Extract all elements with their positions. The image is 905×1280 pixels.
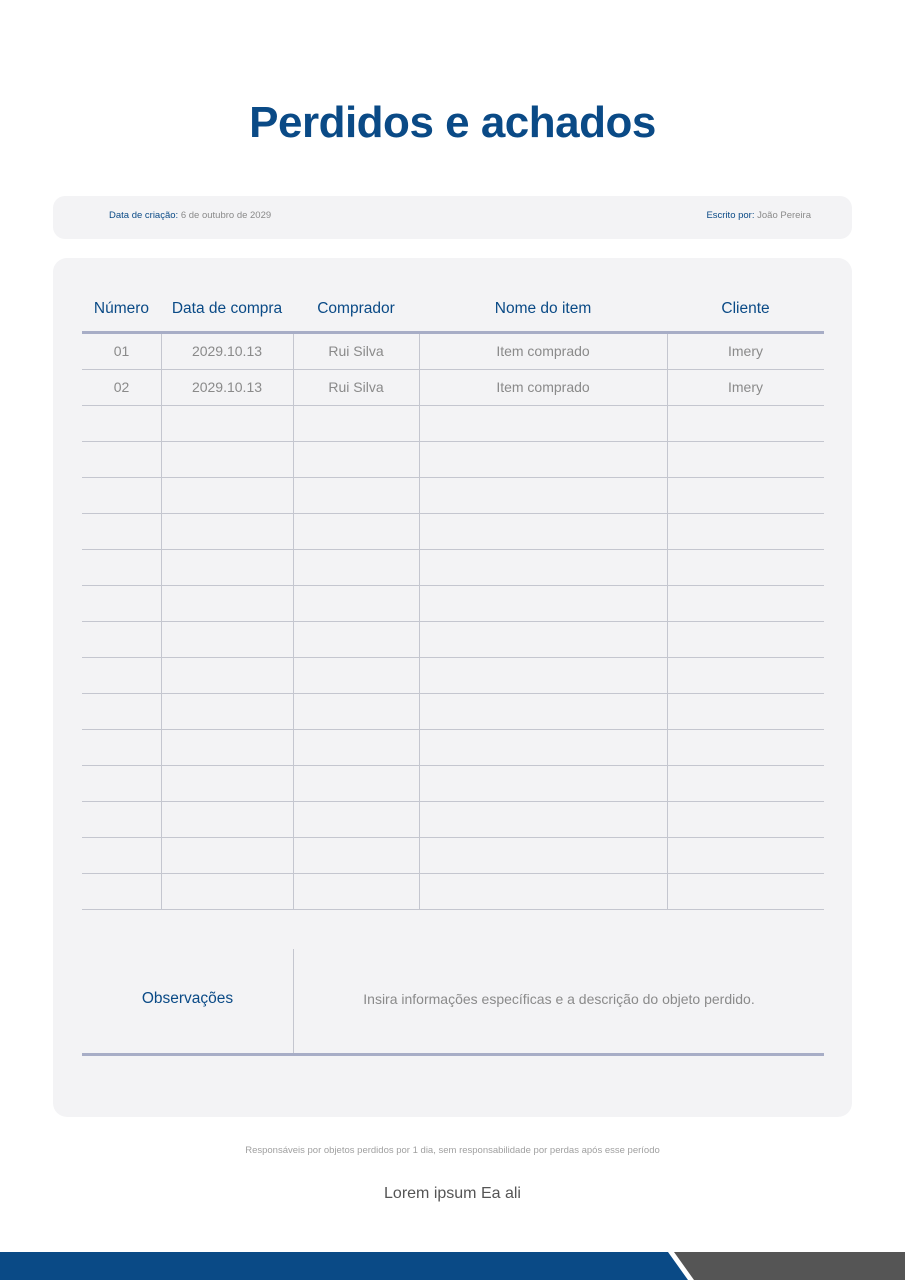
table-row (82, 478, 824, 514)
header-comprador: Comprador (317, 300, 395, 317)
column-divider (161, 478, 162, 513)
cell-data-compra[interactable]: 2029.10.13 (191, 343, 263, 359)
column-divider (293, 442, 294, 477)
column-divider (161, 622, 162, 657)
column-divider (667, 658, 668, 693)
column-divider (419, 514, 420, 549)
column-divider (293, 730, 294, 765)
column-divider (161, 658, 162, 693)
table-row (82, 334, 824, 370)
column-divider (161, 550, 162, 585)
column-divider (293, 802, 294, 837)
cell-cliente[interactable]: Imery (728, 379, 763, 395)
cell-nome-item[interactable]: Item comprado (496, 379, 590, 395)
column-divider (161, 406, 162, 441)
column-divider (293, 874, 294, 909)
column-divider (419, 838, 420, 873)
column-divider (293, 550, 294, 585)
column-divider (419, 802, 420, 837)
cell-numero[interactable]: 02 (113, 379, 130, 395)
cell-numero[interactable]: 01 (113, 343, 130, 359)
observations-text[interactable]: Insira informações específicas e a descrição do objeto perdido. (363, 991, 755, 1007)
footnote: Responsáveis por objetos perdidos por 1 dia, sem responsabilidade por perdas após esse período (245, 1145, 660, 1156)
table-row (82, 514, 824, 550)
column-divider (419, 622, 420, 657)
footer-name: Lorem ipsum Ea ali (384, 1185, 521, 1202)
column-divider (667, 874, 668, 909)
column-divider (667, 442, 668, 477)
observations-label: Observações (141, 990, 234, 1007)
cell-comprador[interactable]: Rui Silva (328, 379, 384, 395)
column-divider (667, 766, 668, 801)
table-body (82, 334, 824, 910)
column-divider (161, 766, 162, 801)
column-divider (667, 514, 668, 549)
column-divider (161, 730, 162, 765)
column-divider (161, 694, 162, 729)
column-divider (419, 874, 420, 909)
footer-blue-bar (0, 1252, 688, 1280)
column-divider (667, 730, 668, 765)
column-divider (161, 874, 162, 909)
column-divider (667, 550, 668, 585)
column-divider (419, 586, 420, 621)
author-label: Escrito por: (706, 210, 755, 221)
column-divider (293, 838, 294, 873)
column-divider (419, 658, 420, 693)
column-divider (667, 622, 668, 657)
observations-row (82, 949, 824, 1056)
column-divider (293, 658, 294, 693)
header-data-compra: Data de compra (171, 300, 283, 317)
column-divider (419, 730, 420, 765)
column-divider (667, 802, 668, 837)
column-divider (161, 802, 162, 837)
cell-data-compra[interactable]: 2029.10.13 (191, 379, 263, 395)
creation-date (109, 210, 271, 221)
table-header (82, 294, 824, 334)
creation-date-label: Data de criação: (109, 210, 179, 221)
table-row (82, 802, 824, 838)
column-divider (419, 694, 420, 729)
header-nome-item: Nome do item (494, 300, 592, 317)
table-row (82, 550, 824, 586)
creation-date-value: 6 de outubro de 2029 (180, 210, 272, 221)
table-row (82, 406, 824, 442)
table-row (82, 766, 824, 802)
page-title: Perdidos e achados (249, 98, 656, 147)
table-row (82, 874, 824, 910)
column-divider (161, 586, 162, 621)
column-divider (293, 514, 294, 549)
column-divider (161, 442, 162, 477)
header-cliente: Cliente (721, 300, 770, 317)
cell-comprador[interactable]: Rui Silva (328, 343, 384, 359)
footer-decoration (0, 1252, 905, 1280)
table-row (82, 838, 824, 874)
column-divider (419, 478, 420, 513)
header-numero: Número (93, 300, 150, 317)
table-row (82, 370, 824, 406)
column-divider (293, 766, 294, 801)
column-divider (161, 514, 162, 549)
table-row (82, 586, 824, 622)
column-divider (293, 478, 294, 513)
column-divider (161, 838, 162, 873)
column-divider (293, 586, 294, 621)
column-divider (419, 766, 420, 801)
author (706, 210, 811, 221)
column-divider (419, 406, 420, 441)
footer-gray-bar (674, 1252, 905, 1280)
column-divider (293, 622, 294, 657)
author-value: João Pereira (757, 210, 811, 221)
column-divider (667, 838, 668, 873)
cell-nome-item[interactable]: Item comprado (496, 343, 590, 359)
column-divider (667, 406, 668, 441)
column-divider (667, 586, 668, 621)
column-divider (667, 478, 668, 513)
column-divider (667, 694, 668, 729)
table-row (82, 622, 824, 658)
table-row (82, 694, 824, 730)
column-divider (293, 694, 294, 729)
cell-cliente[interactable]: Imery (728, 343, 763, 359)
column-divider (419, 442, 420, 477)
column-divider (419, 550, 420, 585)
meta-bar (53, 196, 852, 239)
column-divider (293, 406, 294, 441)
lost-and-found-table-card (53, 258, 852, 1117)
table-row (82, 658, 824, 694)
table-row (82, 730, 824, 766)
table-row (82, 442, 824, 478)
